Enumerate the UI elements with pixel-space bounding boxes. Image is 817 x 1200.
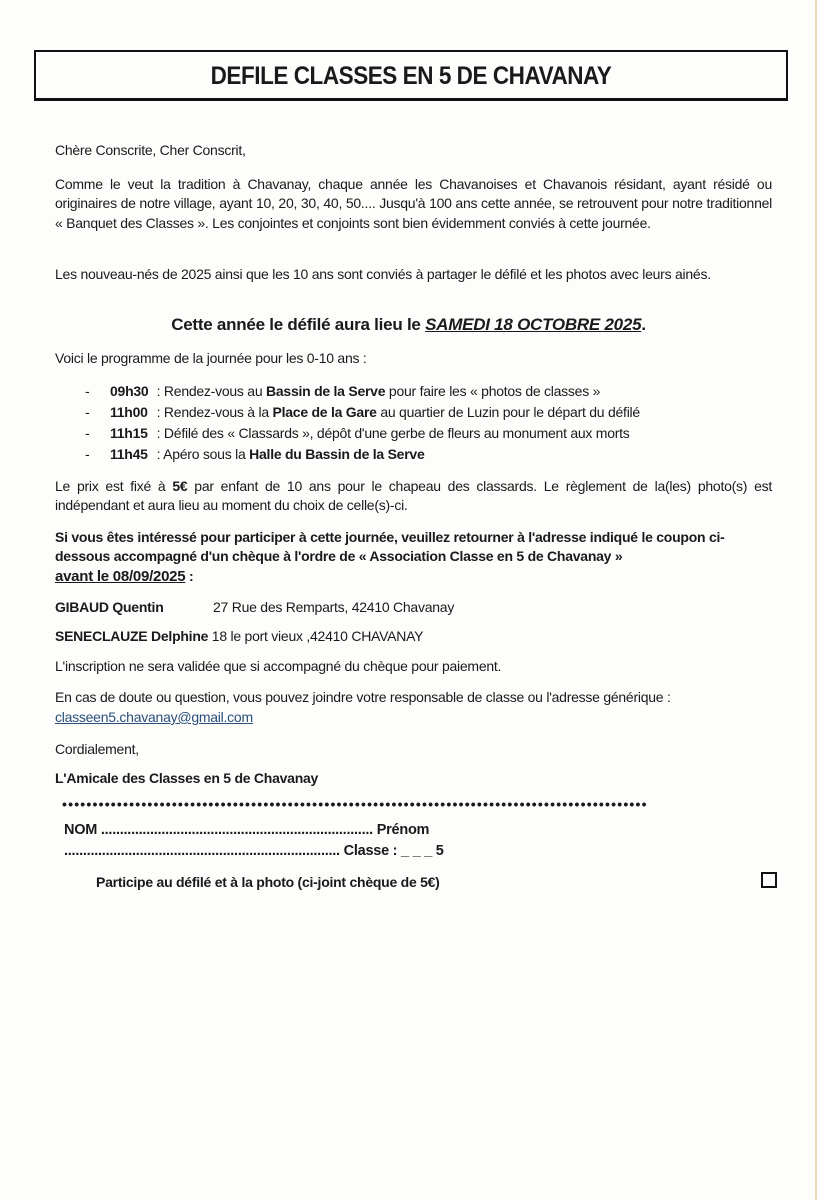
program-intro: Voici le programme de la journée pour les 0-10 ans :	[55, 350, 367, 366]
program-time: 09h30	[110, 383, 149, 399]
doubt-note: En cas de doute ou question, vous pouvez joindre votre responsable de classe ou l'adresse générique :	[55, 689, 671, 705]
headline-text: Cette année le défilé aura lieu le	[171, 315, 426, 334]
program-text: : Apéro sous la	[153, 446, 250, 462]
bullet-dash: -	[85, 383, 90, 399]
closing: Cordialement,	[55, 741, 139, 757]
greeting: Chère Conscrite, Cher Conscrit,	[55, 142, 246, 158]
coupon-separator: ••••••••••••••••••••••••••••••••••••••••••••••••••••••••••••••••••••••••••••••••••••••••••••••••	[62, 796, 648, 812]
program-place: Bassin de la Serve	[266, 383, 386, 399]
contact-email-link[interactable]	[55, 708, 253, 727]
program-item	[85, 446, 425, 462]
contact-address: 27 Rue des Remparts, 42410 Chavanay	[213, 599, 455, 615]
program-text: : Rendez-vous à la	[153, 404, 273, 420]
newborns-paragraph: Les nouveau-nés de 2025 ainsi que les 10 ans sont conviés à partager le défilé et les photos avec leurs ainés.	[55, 266, 711, 282]
contact-address: 18 le port vieux ,42410 CHAVANAY	[208, 628, 424, 644]
bullet-dash: -	[85, 404, 90, 420]
program-place: Halle du Bassin de la Serve	[249, 446, 425, 462]
program-text: : Rendez-vous au	[153, 383, 267, 399]
intro-paragraph: Comme le veut la tradition à Chavanay, chaque année les Chavanoises et Chavanois résidant, ayant résidé ou originaires de notre village, ayant 10, 20, 30, 40, 50.... Jusqu'à 100 ans cette année, se retrouvent pour notre traditionnel « Banquet des Classes ». Les conjointes et conjoints sont bien évidemment conviés à cette journée.	[55, 176, 772, 231]
nom-label: NOM ........................................................................	[64, 822, 373, 838]
email-text[interactable]: classeen5.chavanay@gmail.com	[55, 709, 253, 725]
validation-note: L'inscription ne sera validée que si accompagné du chèque pour paiement.	[55, 658, 502, 674]
program-text-end: au quartier de Luzin pour le départ du défilé	[376, 404, 640, 420]
program-time: 11h15	[110, 425, 148, 441]
deadline: avant le 08/09/2025	[55, 567, 186, 585]
program-item	[85, 404, 640, 420]
instructions-text: Si vous êtes intéressé pour participer à cette journée, veuillez retourner à l'adresse indiqué le coupon ci-dessous accompagné d'un chèque à l'ordre de « Association Classe en 5 de Chavanay »	[55, 529, 725, 565]
signature: L'Amicale des Classes en 5 de Chavanay	[55, 770, 319, 786]
program-time: 11h00	[110, 404, 148, 420]
bullet-dash: -	[85, 425, 90, 441]
program-text: : Défilé des « Classards », dépôt d'une gerbe de fleurs au monument aux morts	[153, 425, 630, 441]
prenom-line: .........................................................................	[64, 843, 340, 859]
contact-row	[55, 598, 772, 617]
program-place: Place de la Gare	[272, 404, 377, 420]
classe-label: Classe : _ _ _ 5	[343, 843, 444, 859]
bullet-dash: -	[85, 446, 90, 462]
nom-field[interactable]	[64, 822, 429, 838]
price-text-end: par enfant de 10 ans pour le chapeau des classards. Le règlement de la(les) photo(s) est indépendant et aura lieu au moment du choix de celle(s)-ci.	[55, 478, 773, 514]
page-title: DEFILE CLASSES EN 5 DE CHAVANAY	[210, 62, 612, 90]
event-date-headline	[0, 315, 817, 335]
instructions-paragraph	[55, 528, 775, 586]
contact-name: GIBAUD Quentin	[55, 599, 164, 615]
deadline-colon: :	[185, 567, 194, 584]
program-text-end: pour faire les « photos de classes »	[385, 383, 601, 399]
prenom-label: Prénom	[376, 822, 430, 838]
headline-end: .	[641, 315, 646, 334]
program-item	[85, 425, 630, 441]
participate-label: Participe au défilé et à la photo (ci-joint chèque de 5€)	[96, 874, 440, 890]
contact-name: SENECLAUZE Delphine	[55, 628, 209, 644]
event-date: SAMEDI 18 OCTOBRE 2025	[425, 315, 642, 334]
classe-field[interactable]	[64, 843, 444, 859]
program-time: 11h45	[110, 446, 148, 462]
price-text: Le prix est fixé à	[55, 478, 173, 494]
participate-checkbox[interactable]	[761, 872, 777, 888]
program-item	[85, 383, 600, 399]
contact-row	[55, 627, 772, 646]
price-amount: 5€	[172, 478, 188, 494]
price-paragraph	[55, 477, 772, 516]
